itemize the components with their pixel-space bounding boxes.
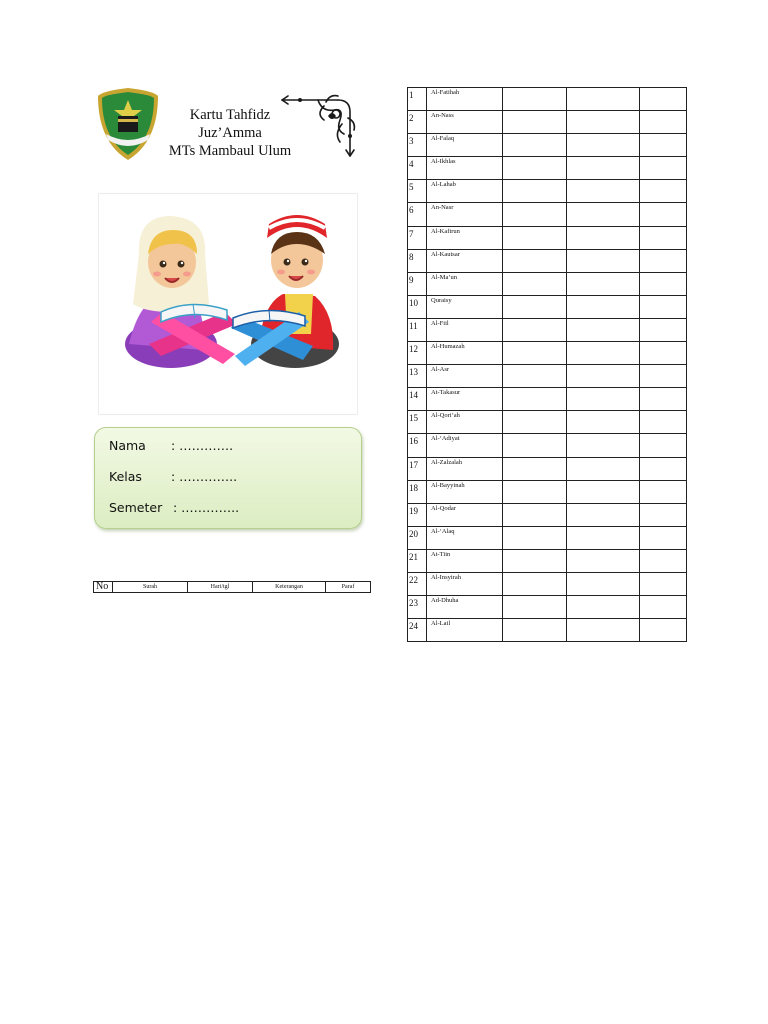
table-row xyxy=(408,365,687,388)
children-reading-quran-illustration xyxy=(99,194,357,414)
semeter-row xyxy=(109,500,239,515)
nama-label: Nama xyxy=(109,438,146,453)
card-title-line2: Juz’Amma xyxy=(198,125,262,141)
table-row xyxy=(408,434,687,457)
table-row xyxy=(408,203,687,226)
hari-tgl-cell[interactable] xyxy=(503,134,567,157)
keterangan-cell[interactable] xyxy=(567,88,640,111)
surah-name: An-Nass xyxy=(427,111,503,134)
table-row xyxy=(408,572,687,595)
surah-table xyxy=(407,87,687,642)
surah-number: 24 xyxy=(408,619,427,642)
surah-name: Ad-Dhuha xyxy=(427,596,503,619)
header-hari-tgl: Hari/tgl xyxy=(188,582,253,593)
surah-name: Al-Lail xyxy=(427,619,503,642)
surah-number: 5 xyxy=(408,180,427,203)
table-row xyxy=(408,180,687,203)
paraf-cell[interactable] xyxy=(640,272,687,295)
surah-name: Al-‘Adiyat xyxy=(427,434,503,457)
table-row xyxy=(408,619,687,642)
paraf-cell[interactable] xyxy=(640,226,687,249)
paraf-cell[interactable] xyxy=(640,480,687,503)
hari-tgl-cell[interactable] xyxy=(503,619,567,642)
semeter-field[interactable]: : ………….. xyxy=(173,500,240,515)
keterangan-cell[interactable] xyxy=(567,388,640,411)
table-row xyxy=(408,295,687,318)
table-row xyxy=(408,457,687,480)
corner-ornament xyxy=(278,90,358,160)
table-row xyxy=(408,88,687,111)
hari-tgl-cell[interactable] xyxy=(503,388,567,411)
hari-tgl-cell[interactable] xyxy=(503,88,567,111)
keterangan-cell[interactable] xyxy=(567,480,640,503)
keterangan-cell[interactable] xyxy=(567,342,640,365)
hari-tgl-cell[interactable] xyxy=(503,342,567,365)
header-keterangan: Keterangan xyxy=(253,582,326,593)
table-row xyxy=(408,226,687,249)
surah-name: Al-Insyirah xyxy=(427,572,503,595)
table-row xyxy=(408,526,687,549)
paraf-cell[interactable] xyxy=(640,411,687,434)
surah-name: Al-Ikhlas xyxy=(427,157,503,180)
header-no: No xyxy=(94,582,113,593)
paraf-cell[interactable] xyxy=(640,157,687,180)
paraf-cell[interactable] xyxy=(640,342,687,365)
surah-name: Al-Falaq xyxy=(427,134,503,157)
surah-name: Al-Kautsar xyxy=(427,249,503,272)
record-header-row xyxy=(94,582,371,593)
keterangan-cell[interactable] xyxy=(567,503,640,526)
surah-name: Al-Qori’ah xyxy=(427,411,503,434)
surah-name: Al-Qodar xyxy=(427,503,503,526)
kelas-field[interactable]: : ………….. xyxy=(171,469,238,484)
keterangan-cell[interactable] xyxy=(567,226,640,249)
hari-tgl-cell[interactable] xyxy=(503,111,567,134)
surah-number: 4 xyxy=(408,157,427,180)
surah-number: 10 xyxy=(408,295,427,318)
surah-name: Al-Ma’un xyxy=(427,272,503,295)
surah-name: Al-Fatihah xyxy=(427,88,503,111)
table-row xyxy=(408,318,687,341)
card-title-line1: Kartu Tahfidz xyxy=(189,107,271,123)
hari-tgl-cell[interactable] xyxy=(503,180,567,203)
paraf-cell[interactable] xyxy=(640,526,687,549)
table-row xyxy=(408,480,687,503)
keterangan-cell[interactable] xyxy=(567,180,640,203)
surah-table-body xyxy=(408,88,687,642)
hari-tgl-cell[interactable] xyxy=(503,365,567,388)
nama-row xyxy=(109,438,233,453)
keterangan-cell[interactable] xyxy=(567,596,640,619)
keterangan-cell[interactable] xyxy=(567,457,640,480)
paraf-cell[interactable] xyxy=(640,180,687,203)
kelas-label: Kelas xyxy=(109,469,142,484)
keterangan-cell[interactable] xyxy=(567,365,640,388)
hari-tgl-cell[interactable] xyxy=(503,526,567,549)
surah-name: Al-Lahab xyxy=(427,180,503,203)
hari-tgl-cell[interactable] xyxy=(503,480,567,503)
table-row xyxy=(408,503,687,526)
table-row xyxy=(408,111,687,134)
surah-name: Quraisy xyxy=(427,295,503,318)
surah-number: 23 xyxy=(408,596,427,619)
hari-tgl-cell[interactable] xyxy=(503,549,567,572)
surah-number: 1 xyxy=(408,88,427,111)
hari-tgl-cell[interactable] xyxy=(503,503,567,526)
hari-tgl-cell[interactable] xyxy=(503,596,567,619)
hari-tgl-cell[interactable] xyxy=(503,457,567,480)
hari-tgl-cell[interactable] xyxy=(503,226,567,249)
surah-name: Al-Asr xyxy=(427,365,503,388)
children-reading-illustration xyxy=(98,193,358,415)
surah-name: An-Nasr xyxy=(427,203,503,226)
hari-tgl-cell[interactable] xyxy=(503,249,567,272)
nama-field[interactable]: : …………. xyxy=(171,438,234,453)
keterangan-cell[interactable] xyxy=(567,134,640,157)
hari-tgl-cell[interactable] xyxy=(503,572,567,595)
keterangan-cell[interactable] xyxy=(567,411,640,434)
keterangan-cell[interactable] xyxy=(567,203,640,226)
surah-name: At-Tiin xyxy=(427,549,503,572)
keterangan-cell[interactable] xyxy=(567,619,640,642)
keterangan-cell[interactable] xyxy=(567,318,640,341)
surah-number: 3 xyxy=(408,134,427,157)
semeter-label: Semeter xyxy=(109,500,163,515)
paraf-cell[interactable] xyxy=(640,572,687,595)
surah-name: Al-‘Alaq xyxy=(427,526,503,549)
table-row xyxy=(408,157,687,180)
paraf-cell[interactable] xyxy=(640,249,687,272)
surah-name: Al-Zalzalah xyxy=(427,457,503,480)
surah-number: 20 xyxy=(408,526,427,549)
keterangan-cell[interactable] xyxy=(567,526,640,549)
table-row xyxy=(408,272,687,295)
surah-number: 2 xyxy=(408,111,427,134)
surah-number: 7 xyxy=(408,226,427,249)
keterangan-cell[interactable] xyxy=(567,434,640,457)
paraf-cell[interactable] xyxy=(640,388,687,411)
paraf-cell[interactable] xyxy=(640,318,687,341)
hari-tgl-cell[interactable] xyxy=(503,411,567,434)
table-row xyxy=(408,388,687,411)
paraf-cell[interactable] xyxy=(640,295,687,318)
surah-name: Al-Fiil xyxy=(427,318,503,341)
hari-tgl-cell[interactable] xyxy=(503,203,567,226)
header-paraf: Paraf xyxy=(326,582,371,593)
keterangan-cell[interactable] xyxy=(567,549,640,572)
table-row xyxy=(408,342,687,365)
keterangan-cell[interactable] xyxy=(567,272,640,295)
record-header-table xyxy=(93,581,371,593)
paraf-cell[interactable] xyxy=(640,503,687,526)
table-row xyxy=(408,411,687,434)
paraf-cell[interactable] xyxy=(640,596,687,619)
paraf-cell[interactable] xyxy=(640,111,687,134)
header-surah: Surah xyxy=(113,582,188,593)
surah-name: Al-Kafirun xyxy=(427,226,503,249)
paraf-cell[interactable] xyxy=(640,203,687,226)
surah-number: 6 xyxy=(408,203,427,226)
surah-number: 12 xyxy=(408,342,427,365)
keterangan-cell[interactable] xyxy=(567,157,640,180)
hari-tgl-cell[interactable] xyxy=(503,272,567,295)
hari-tgl-cell[interactable] xyxy=(503,434,567,457)
keterangan-cell[interactable] xyxy=(567,572,640,595)
paraf-cell[interactable] xyxy=(640,434,687,457)
surah-number: 22 xyxy=(408,572,427,595)
hari-tgl-cell[interactable] xyxy=(503,157,567,180)
paraf-cell[interactable] xyxy=(640,88,687,111)
hari-tgl-cell[interactable] xyxy=(503,318,567,341)
surah-number: 15 xyxy=(408,411,427,434)
surah-name: Al-Bayyinah xyxy=(427,480,503,503)
keterangan-cell[interactable] xyxy=(567,249,640,272)
surah-number: 19 xyxy=(408,503,427,526)
keterangan-cell[interactable] xyxy=(567,111,640,134)
surah-number: 11 xyxy=(408,318,427,341)
surah-number: 8 xyxy=(408,249,427,272)
hari-tgl-cell[interactable] xyxy=(503,295,567,318)
table-row xyxy=(408,134,687,157)
table-row xyxy=(408,549,687,572)
table-row xyxy=(408,249,687,272)
surah-number: 13 xyxy=(408,365,427,388)
surah-name: At-Takasur xyxy=(427,388,503,411)
keterangan-cell[interactable] xyxy=(567,295,640,318)
surah-name: Al-Humazah xyxy=(427,342,503,365)
surah-number: 14 xyxy=(408,388,427,411)
table-row xyxy=(408,596,687,619)
paraf-cell[interactable] xyxy=(640,365,687,388)
kelas-row xyxy=(109,469,237,484)
paraf-cell[interactable] xyxy=(640,134,687,157)
card-title-line3: MTs Mambaul Ulum xyxy=(168,143,292,159)
paraf-cell[interactable] xyxy=(640,549,687,572)
paraf-cell[interactable] xyxy=(640,619,687,642)
surah-number: 9 xyxy=(408,272,427,295)
paraf-cell[interactable] xyxy=(640,457,687,480)
surah-number: 21 xyxy=(408,549,427,572)
surah-number: 18 xyxy=(408,480,427,503)
identity-box xyxy=(94,427,362,529)
surah-number: 16 xyxy=(408,434,427,457)
surah-number: 17 xyxy=(408,457,427,480)
corner-ornament-icon xyxy=(278,90,358,160)
